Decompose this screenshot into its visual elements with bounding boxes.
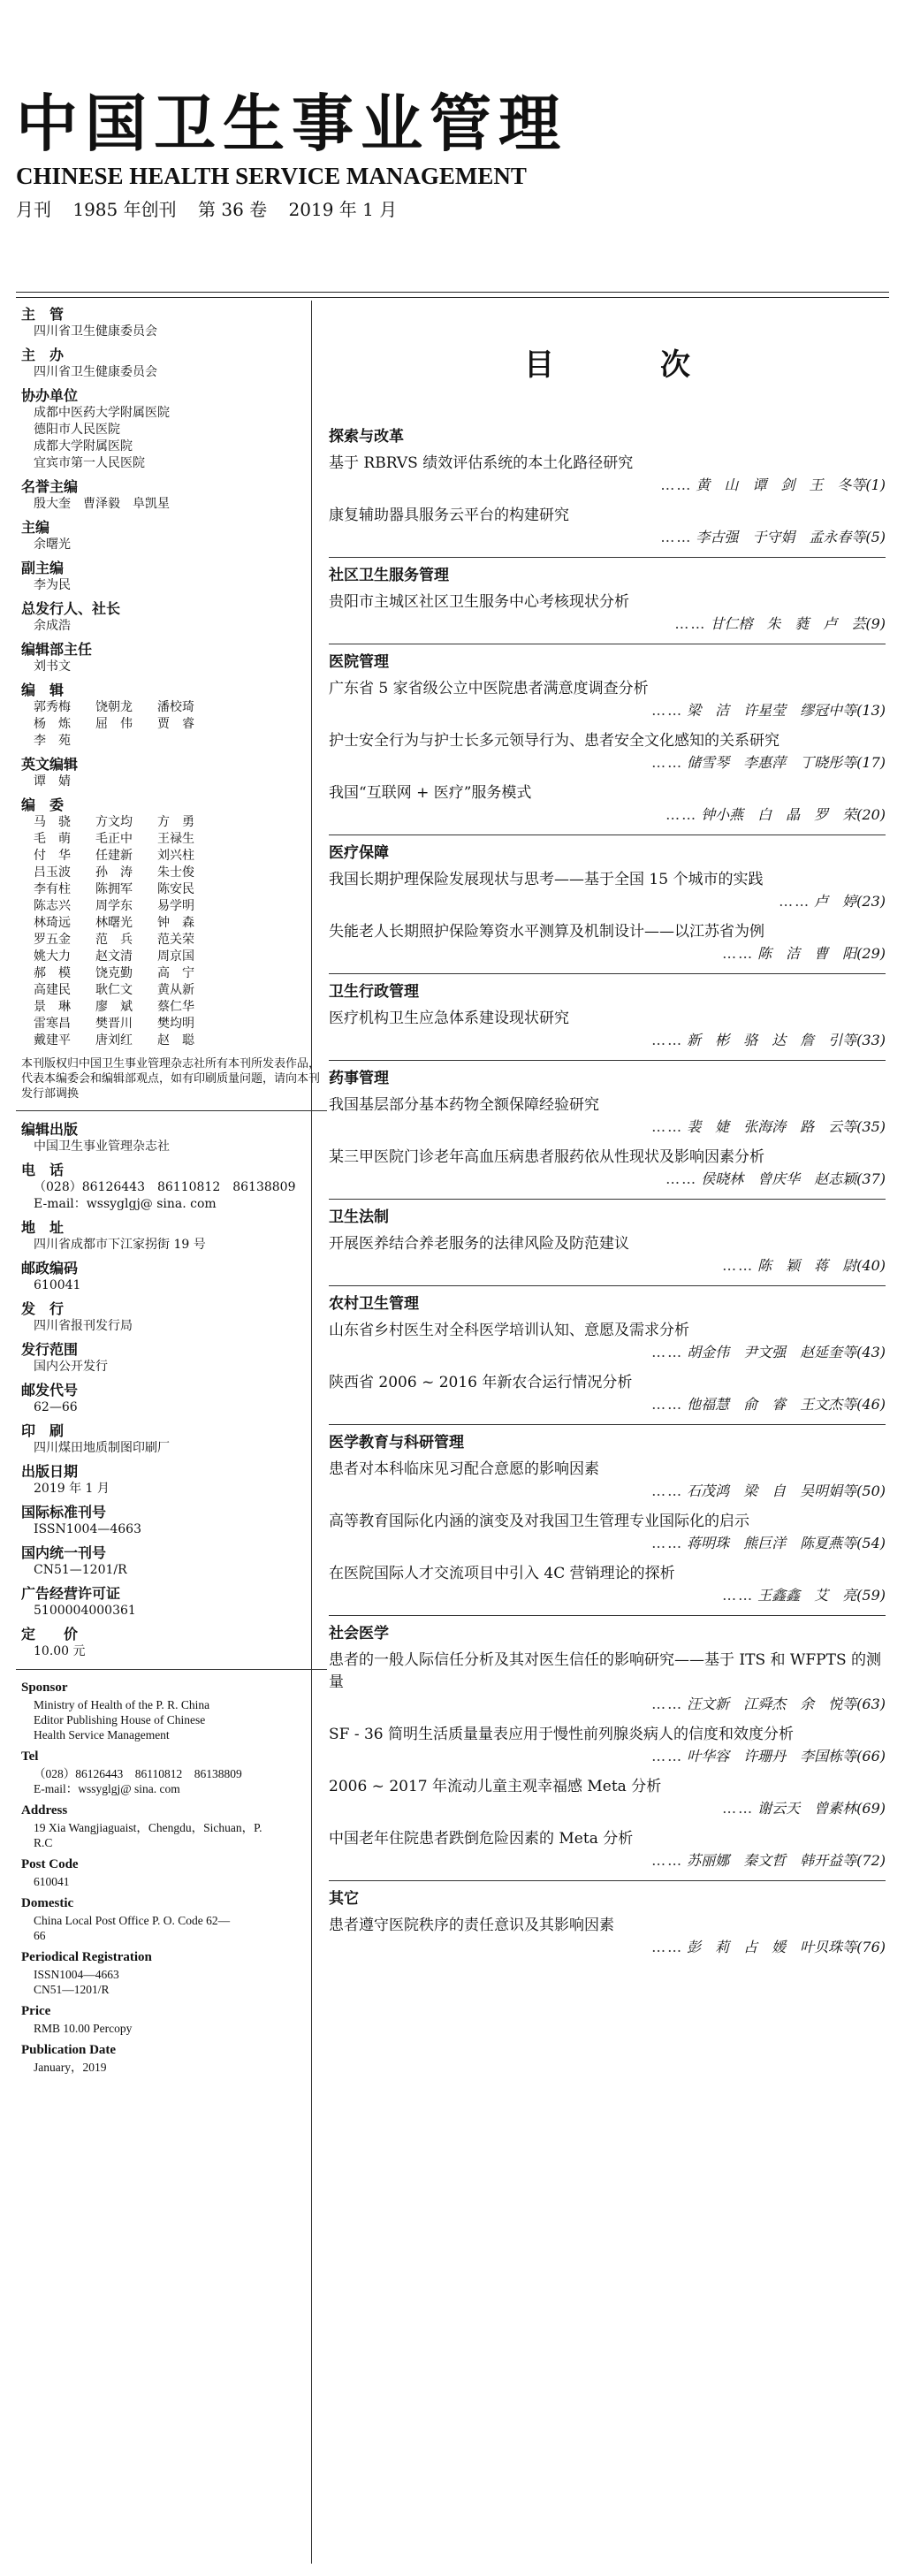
- article-authors-row: [329, 1255, 886, 1277]
- toc-entry[interactable]: [329, 782, 886, 826]
- ad-label: 广告经营许可证: [21, 1585, 121, 1602]
- en-post-label: Post Code: [21, 1857, 79, 1871]
- toc-section: [329, 557, 886, 635]
- board-label: 编 委: [21, 796, 65, 813]
- board-member: 毛正中: [95, 832, 133, 846]
- article-title: 山东省乡村医生对全科医学培训认知、意愿及需求分析: [329, 1322, 689, 1339]
- board-member: 罗五金: [34, 933, 71, 947]
- en-addr-label: Address: [21, 1803, 68, 1818]
- post-label: 邮政编码: [21, 1260, 79, 1277]
- section-heading: 医院管理: [329, 653, 389, 671]
- print-label: 印 刷: [21, 1422, 65, 1439]
- article-authors-row: [329, 1746, 886, 1767]
- board-member: 周京国: [157, 949, 194, 964]
- issn-label: 国际标准刊号: [21, 1504, 107, 1520]
- journal-title-en: CHINESE HEALTH SERVICE MANAGEMENT: [16, 163, 527, 189]
- header-rule: [16, 292, 889, 293]
- co-org: 德阳市人民医院: [34, 423, 120, 437]
- leader-dots: ……: [651, 1852, 684, 1869]
- toc-entry[interactable]: [329, 591, 886, 635]
- honor: 殷大奎 曹泽毅 阜凯星: [34, 497, 170, 511]
- en-sponsor-line: Editor Publishing House of Chinese: [34, 1713, 206, 1726]
- chief: 余曙光: [34, 537, 71, 552]
- board-member: 毛 萌: [34, 832, 71, 846]
- board-member: 朱士俊: [157, 865, 194, 880]
- board-member: 王禄生: [157, 832, 194, 846]
- dist: 四川省报刊发行局: [34, 1319, 133, 1333]
- section-heading: 医疗保障: [329, 844, 389, 862]
- article-authors-row: [329, 1937, 886, 1958]
- board-member: 耿仁文: [95, 983, 133, 997]
- en-sponsor-line: Ministry of Health of the P. R. China: [34, 1698, 210, 1711]
- toc-entry[interactable]: [329, 1563, 886, 1606]
- board-list: [21, 814, 322, 1049]
- host: 四川省卫生健康委员会: [34, 365, 157, 379]
- article-authors: 陈 颖 蒋 尉(40): [757, 1257, 886, 1274]
- section-heading: 其它: [329, 1890, 359, 1908]
- leader-dots: ……: [722, 945, 755, 962]
- article-authors: 梁 洁 许星莹 缪冠中等(13): [687, 702, 886, 719]
- board-member: 钟 森: [157, 916, 194, 930]
- editor-name: 郭秀梅: [34, 700, 71, 714]
- toc-entry[interactable]: [329, 1915, 886, 1958]
- toc-heading: [329, 340, 886, 384]
- article-title: 开展医养结合养老服务的法律风险及防范建议: [329, 1235, 629, 1253]
- en-dom-line: China Local Post Office P. O. Code 62—: [34, 1914, 231, 1927]
- toc-entry[interactable]: [329, 1094, 886, 1138]
- en-date-label: Publication Date: [21, 2043, 117, 2057]
- article-authors-row: [329, 1342, 886, 1363]
- article-authors-row: [329, 1694, 886, 1715]
- article-authors: 蒋明珠 熊巨洋 陈夏燕等(54): [687, 1535, 886, 1551]
- board-member: 蔡仁华: [157, 1000, 194, 1014]
- board-member: 方 勇: [157, 815, 194, 829]
- board-member: 李有柱: [34, 882, 71, 896]
- post: 610041: [34, 1278, 81, 1292]
- co-org: 成都中医药大学附属医院: [34, 406, 170, 420]
- article-title: 失能老人长期照护保险筹资水平测算及机制设计——以江苏省为例: [329, 923, 764, 941]
- editors-list: [21, 699, 322, 750]
- toc-heading-char: 次: [660, 347, 690, 383]
- en-reg-line: CN51—1201/R: [34, 1983, 110, 1996]
- toc-entry[interactable]: [329, 1147, 886, 1190]
- section-heading: 社会医学: [329, 1625, 389, 1642]
- board-member: 樊晋川: [95, 1017, 133, 1031]
- toc-entry[interactable]: [329, 1724, 886, 1767]
- toc-entry[interactable]: [329, 1320, 886, 1363]
- board-member: 付 华: [34, 849, 71, 863]
- board-member: 范关荣: [157, 933, 194, 947]
- article-authors-row: [329, 1850, 886, 1871]
- leader-dots: ……: [651, 1032, 684, 1048]
- article-authors: 谢云天 曾素林(69): [757, 1800, 886, 1817]
- article-title: 2006 ~ 2017 年流动儿童主观幸福感 Meta 分析: [329, 1778, 662, 1795]
- english-info: [21, 1679, 322, 2075]
- article-title: 患者遵守医院秩序的责任意识及其影响因素: [329, 1917, 614, 1934]
- en-dom-label: Domestic: [21, 1896, 74, 1910]
- toc-entry[interactable]: [329, 921, 886, 964]
- board-member: 陈志兴: [34, 899, 71, 913]
- board-member: 赵文清: [95, 949, 133, 964]
- header-rule-thin: [16, 297, 889, 298]
- board-member: 饶克勤: [95, 966, 133, 980]
- article-authors: 叶华容 许珊丹 李国栋等(66): [687, 1748, 886, 1764]
- leader-dots: ……: [651, 702, 684, 719]
- en-reg-line: ISSN1004—4663: [34, 1968, 119, 1981]
- board-member: 姚大力: [34, 949, 71, 964]
- dept: 刘书文: [34, 659, 71, 674]
- board-member: 唐刘红: [95, 1033, 133, 1048]
- article-authors: 他福慧 俞 睿 王文杰等(46): [687, 1396, 886, 1413]
- board-member: 郝 模: [34, 966, 71, 980]
- board-member: 范 兵: [95, 933, 133, 947]
- article-authors: 黄 山 谭 剑 王 冬等(1): [696, 476, 886, 493]
- print: 四川煤田地质制图印刷厂: [34, 1441, 170, 1455]
- range: 国内公开发行: [34, 1360, 108, 1374]
- article-title: 我国基层部分基本药物全额保障经验研究: [329, 1096, 599, 1114]
- board-member: 高建民: [34, 983, 71, 997]
- article-authors: 陈 洁 曹 阳(29): [757, 945, 886, 962]
- toc-entry[interactable]: [329, 1650, 886, 1715]
- tel: （028）86126443 86110812 86138809: [34, 1180, 296, 1194]
- en-tel: （028）86126443 86110812 86138809: [34, 1767, 242, 1780]
- board-member: 景 琳: [34, 1000, 71, 1014]
- toc-section: [329, 1199, 886, 1277]
- leader-dots: ……: [651, 1535, 684, 1551]
- en-sponsor-label: Sponsor: [21, 1680, 68, 1695]
- publisher-label: 总发行人、社长: [21, 600, 121, 617]
- article-title: 贵阳市主城区社区卫生服务中心考核现状分析: [329, 593, 629, 611]
- editor-name: 潘校琦: [157, 700, 194, 714]
- toc-entry[interactable]: [329, 1828, 886, 1871]
- copyright-notice: 本刊版权归中国卫生事业管理杂志社所有本刊所发表作品，代表本编委会和编辑部观点，如有印刷质量问题，请向本刊发行部调换: [21, 1057, 321, 1101]
- en-addr-line: 19 Xia Wangjiaguaist，Chengdu，Sichuan，P.: [34, 1821, 262, 1834]
- mail: 62—66: [34, 1400, 78, 1414]
- board-member: 陈拥军: [95, 882, 133, 896]
- article-authors-row: [329, 1117, 886, 1138]
- divider: [16, 1669, 327, 1670]
- leader-dots: ……: [651, 1482, 684, 1499]
- section-heading: 农村卫生管理: [329, 1295, 419, 1313]
- board-member: 易学明: [157, 899, 194, 913]
- sponsor-label: 主 管: [21, 306, 65, 323]
- article-authors-row: [329, 527, 886, 548]
- article-authors-row: [329, 891, 886, 912]
- editor-name: 贾 睿: [157, 717, 194, 731]
- article-title: 基于 RBRVS 绩效评估系统的本土化路径研究: [329, 454, 634, 472]
- frequency: 月刊: [16, 199, 51, 220]
- board-member: 戴建平: [34, 1033, 71, 1048]
- article-title: 我国“互联网 + 医疗”服务模式: [329, 784, 532, 802]
- board-member: 方文均: [95, 815, 133, 829]
- leader-dots: ……: [651, 1118, 684, 1135]
- article-authors-row: [329, 1169, 886, 1190]
- article-title: 康复辅助器具服务云平台的构建研究: [329, 507, 569, 524]
- deputy-label: 副主编: [21, 560, 65, 576]
- article-authors-row: [329, 1585, 886, 1606]
- host-label: 主 办: [21, 347, 65, 363]
- toc-section: [329, 1424, 886, 1606]
- sponsor: 四川省卫生健康委员会: [34, 324, 157, 339]
- leader-dots: ……: [722, 1587, 755, 1604]
- en-email[interactable]: E-mail：wssyglgj@ sina. com: [34, 1782, 180, 1795]
- article-authors-row: [329, 475, 886, 496]
- masthead-column: [21, 305, 322, 2080]
- ad: 5100004000361: [34, 1604, 136, 1618]
- board-member: 周学东: [95, 899, 133, 913]
- leader-dots: ……: [660, 476, 693, 493]
- journal-title-cn: 中国卫生事业管理: [16, 88, 567, 160]
- leader-dots: ……: [665, 806, 698, 823]
- article-title: 陕西省 2006 ~ 2016 年新农合运行情况分析: [329, 1374, 633, 1391]
- article-authors-row: [329, 614, 886, 635]
- article-authors-row: [329, 1798, 886, 1819]
- toc-section: [329, 973, 886, 1051]
- board-member: 黄从新: [157, 983, 194, 997]
- divider: [16, 1110, 327, 1111]
- board-member: 任建新: [95, 849, 133, 863]
- leader-dots: ……: [665, 1170, 698, 1187]
- editor-name: 李 苑: [34, 734, 71, 748]
- article-authors-row: [329, 1394, 886, 1415]
- board-member: 廖 斌: [95, 1000, 133, 1014]
- article-authors: 汪文新 江舜杰 余 悦等(63): [687, 1696, 886, 1712]
- leader-dots: ……: [651, 1748, 684, 1764]
- article-title: 在医院国际人才交流项目中引入 4C 营销理论的探析: [329, 1565, 675, 1582]
- toc-section: [329, 1615, 886, 1871]
- section-heading: 探索与改革: [329, 428, 404, 446]
- board-member: 赵 聪: [157, 1033, 194, 1048]
- toc-section: [329, 644, 886, 826]
- issn: ISSN1004—4663: [34, 1522, 141, 1536]
- founded: 1985 年创刊: [72, 199, 177, 220]
- tel-label: 电 话: [21, 1162, 65, 1178]
- cn-label: 国内统一刊号: [21, 1544, 107, 1561]
- email[interactable]: E-mail：wssyglgj@ sina. com: [34, 1197, 217, 1211]
- en-sponsor-line: Health Service Management: [34, 1728, 170, 1741]
- article-authors: 李古强 于守娟 孟永春等(5): [696, 529, 886, 545]
- toc-entry[interactable]: [329, 869, 886, 912]
- toc-section: [329, 1060, 886, 1190]
- article-authors: 钟小燕 白 晶 罗 荣(20): [701, 806, 886, 823]
- range-label: 发行范围: [21, 1341, 79, 1358]
- article-authors-row: [329, 752, 886, 774]
- price: 10.00 元: [34, 1644, 86, 1658]
- section-heading: 药事管理: [329, 1070, 389, 1087]
- addr: 四川省成都市下江家拐街 19 号: [34, 1238, 206, 1252]
- leader-dots: ……: [779, 893, 811, 910]
- article-authors-row: [329, 943, 886, 964]
- article-authors-row: [329, 1481, 886, 1502]
- article-authors-row: [329, 1533, 886, 1554]
- article-title: 患者的一般人际信任分析及其对医生信任的影响研究——基于 ITS 和 WFPTS 的测量: [329, 1651, 882, 1691]
- editors-label: 编 辑: [21, 682, 65, 698]
- article-authors: 甘仁榕 朱 蕤 卢 芸(9): [710, 615, 886, 632]
- toc-entry[interactable]: [329, 1511, 886, 1554]
- article-authors: 裴 婕 张海涛 路 云等(35): [687, 1118, 886, 1135]
- cn: CN51—1201/R: [34, 1563, 127, 1577]
- article-authors-row: [329, 700, 886, 721]
- en-date: January，2019: [34, 2061, 107, 2074]
- toc-section: [329, 835, 886, 964]
- honor-label: 名誉主编: [21, 478, 79, 495]
- toc-sections: [329, 419, 886, 1958]
- toc-entry[interactable]: [329, 1372, 886, 1415]
- pubdate-label: 出版日期: [21, 1463, 79, 1480]
- masthead: [16, 88, 891, 221]
- leader-dots: ……: [722, 1257, 755, 1274]
- toc-entry[interactable]: [329, 678, 886, 721]
- leader-dots: ……: [660, 529, 693, 545]
- toc-section: [329, 419, 886, 548]
- toc-entry[interactable]: [329, 730, 886, 774]
- leader-dots: ……: [651, 1396, 684, 1413]
- en-post: 610041: [34, 1875, 70, 1888]
- article-title: 高等教育国际化内涵的演变及对我国卫生管理专业国际化的启示: [329, 1513, 749, 1530]
- en-editor-label: 英文编辑: [21, 756, 79, 773]
- toc-entry[interactable]: [329, 1233, 886, 1277]
- toc-heading-char: 目: [524, 347, 554, 383]
- price-label: 定 价: [21, 1626, 79, 1642]
- en-editor: 谭 婧: [34, 774, 71, 789]
- section-heading: 医学教育与科研管理: [329, 1434, 464, 1452]
- board-member: 陈安民: [157, 882, 194, 896]
- article-title: 护士安全行为与护士长多元领导行为、患者安全文化感知的关系研究: [329, 732, 780, 750]
- publisher: 余成浩: [34, 619, 71, 633]
- volume: 第 36 卷: [197, 199, 268, 220]
- toc-entry[interactable]: [329, 1459, 886, 1502]
- article-authors: 苏丽娜 秦文哲 韩开益等(72): [687, 1852, 886, 1869]
- board-member: 樊均明: [157, 1017, 194, 1031]
- leader-dots: ……: [651, 1939, 684, 1955]
- board-member: 孙 涛: [95, 865, 133, 880]
- article-title: 中国老年住院患者跌倒危险因素的 Meta 分析: [329, 1830, 634, 1848]
- article-title: 医疗机构卫生应急体系建设现状研究: [329, 1010, 569, 1027]
- section-heading: 社区卫生服务管理: [329, 567, 449, 584]
- article-authors: 彭 莉 占 媛 叶贝珠等(76): [687, 1939, 886, 1955]
- leader-dots: ……: [674, 615, 707, 632]
- leader-dots: ……: [651, 754, 684, 771]
- issue-date: 2019 年 1 月: [288, 199, 398, 220]
- leader-dots: ……: [651, 1344, 684, 1360]
- leader-dots: ……: [722, 1800, 755, 1817]
- board-member: 林琦远: [34, 916, 71, 930]
- co-label: 协办单位: [21, 387, 79, 404]
- co-org: 成都大学附属医院: [34, 439, 133, 453]
- article-authors-row: [329, 1030, 886, 1051]
- en-addr-line: R.C: [34, 1836, 53, 1849]
- board-member: 马 骁: [34, 815, 71, 829]
- dept-label: 编辑部主任: [21, 641, 93, 658]
- toc-entry[interactable]: [329, 1776, 886, 1819]
- en-tel-label: Tel: [21, 1749, 39, 1764]
- editor-name: 饶朝龙: [95, 700, 133, 714]
- ed-pub: 中国卫生事业管理杂志社: [34, 1139, 170, 1154]
- chief-label: 主编: [21, 519, 50, 536]
- toc-entry[interactable]: [329, 505, 886, 548]
- pubdate: 2019 年 1 月: [34, 1482, 110, 1496]
- board-member: 林曙光: [95, 916, 133, 930]
- section-heading: 卫生法制: [329, 1208, 389, 1226]
- dist-label: 发 行: [21, 1300, 65, 1317]
- addr-label: 地 址: [21, 1219, 65, 1236]
- toc-section: [329, 1285, 886, 1415]
- board-member: 刘兴柱: [157, 849, 194, 863]
- board-member: 雷寒昌: [34, 1017, 71, 1031]
- board-member: 高 宁: [157, 966, 194, 980]
- article-title: 我国长期护理保险发展现状与思考——基于全国 15 个城市的实践: [329, 871, 764, 888]
- deputy: 李为民: [34, 578, 71, 592]
- article-authors: 王鑫鑫 艾 亮(59): [757, 1587, 886, 1604]
- en-reg-label: Periodical Registration: [21, 1950, 152, 1964]
- toc-entry[interactable]: [329, 453, 886, 496]
- section-heading: 卫生行政管理: [329, 983, 419, 1001]
- article-authors: 石茂鸿 梁 自 吴明娟等(50): [687, 1482, 886, 1499]
- issue-line: [16, 195, 891, 221]
- en-price: RMB 10.00 Percopy: [34, 2022, 133, 2035]
- toc-section: [329, 1880, 886, 1958]
- article-authors: 新 彬 骆 达 詹 引等(33): [687, 1032, 886, 1048]
- editor-name: 屈 伟: [95, 717, 133, 731]
- article-title: 患者对本科临床见习配合意愿的影响因素: [329, 1460, 599, 1478]
- mail-label: 邮发代号: [21, 1382, 79, 1399]
- co-org: 宜宾市第一人民医院: [34, 456, 145, 470]
- article-authors: 胡金伟 尹文强 赵延奎等(43): [687, 1344, 886, 1360]
- article-title: SF - 36 简明生活质量量表应用于慢性前列腺炎病人的信度和效度分析: [329, 1726, 795, 1743]
- article-authors-row: [329, 804, 886, 826]
- article-authors: 储雪琴 李惠萍 丁晓彤等(17): [687, 754, 886, 771]
- ed-pub-label: 编辑出版: [21, 1121, 79, 1138]
- article-title: 某三甲医院门诊老年高血压病患者服药依从性现状及影响因素分析: [329, 1148, 764, 1166]
- toc-entry[interactable]: [329, 1008, 886, 1051]
- board-member: 吕玉波: [34, 865, 71, 880]
- article-authors: 卢 婷(23): [814, 893, 886, 910]
- article-authors: 侯晓林 曾庆华 赵志颖(37): [701, 1170, 886, 1187]
- en-dom-line: 66: [34, 1929, 46, 1942]
- en-price-label: Price: [21, 2004, 51, 2018]
- article-title: 广东省 5 家省级公立中医院患者满意度调查分析: [329, 680, 649, 697]
- table-of-contents: [329, 305, 886, 1967]
- leader-dots: ……: [651, 1696, 684, 1712]
- editor-name: 杨 炼: [34, 717, 71, 731]
